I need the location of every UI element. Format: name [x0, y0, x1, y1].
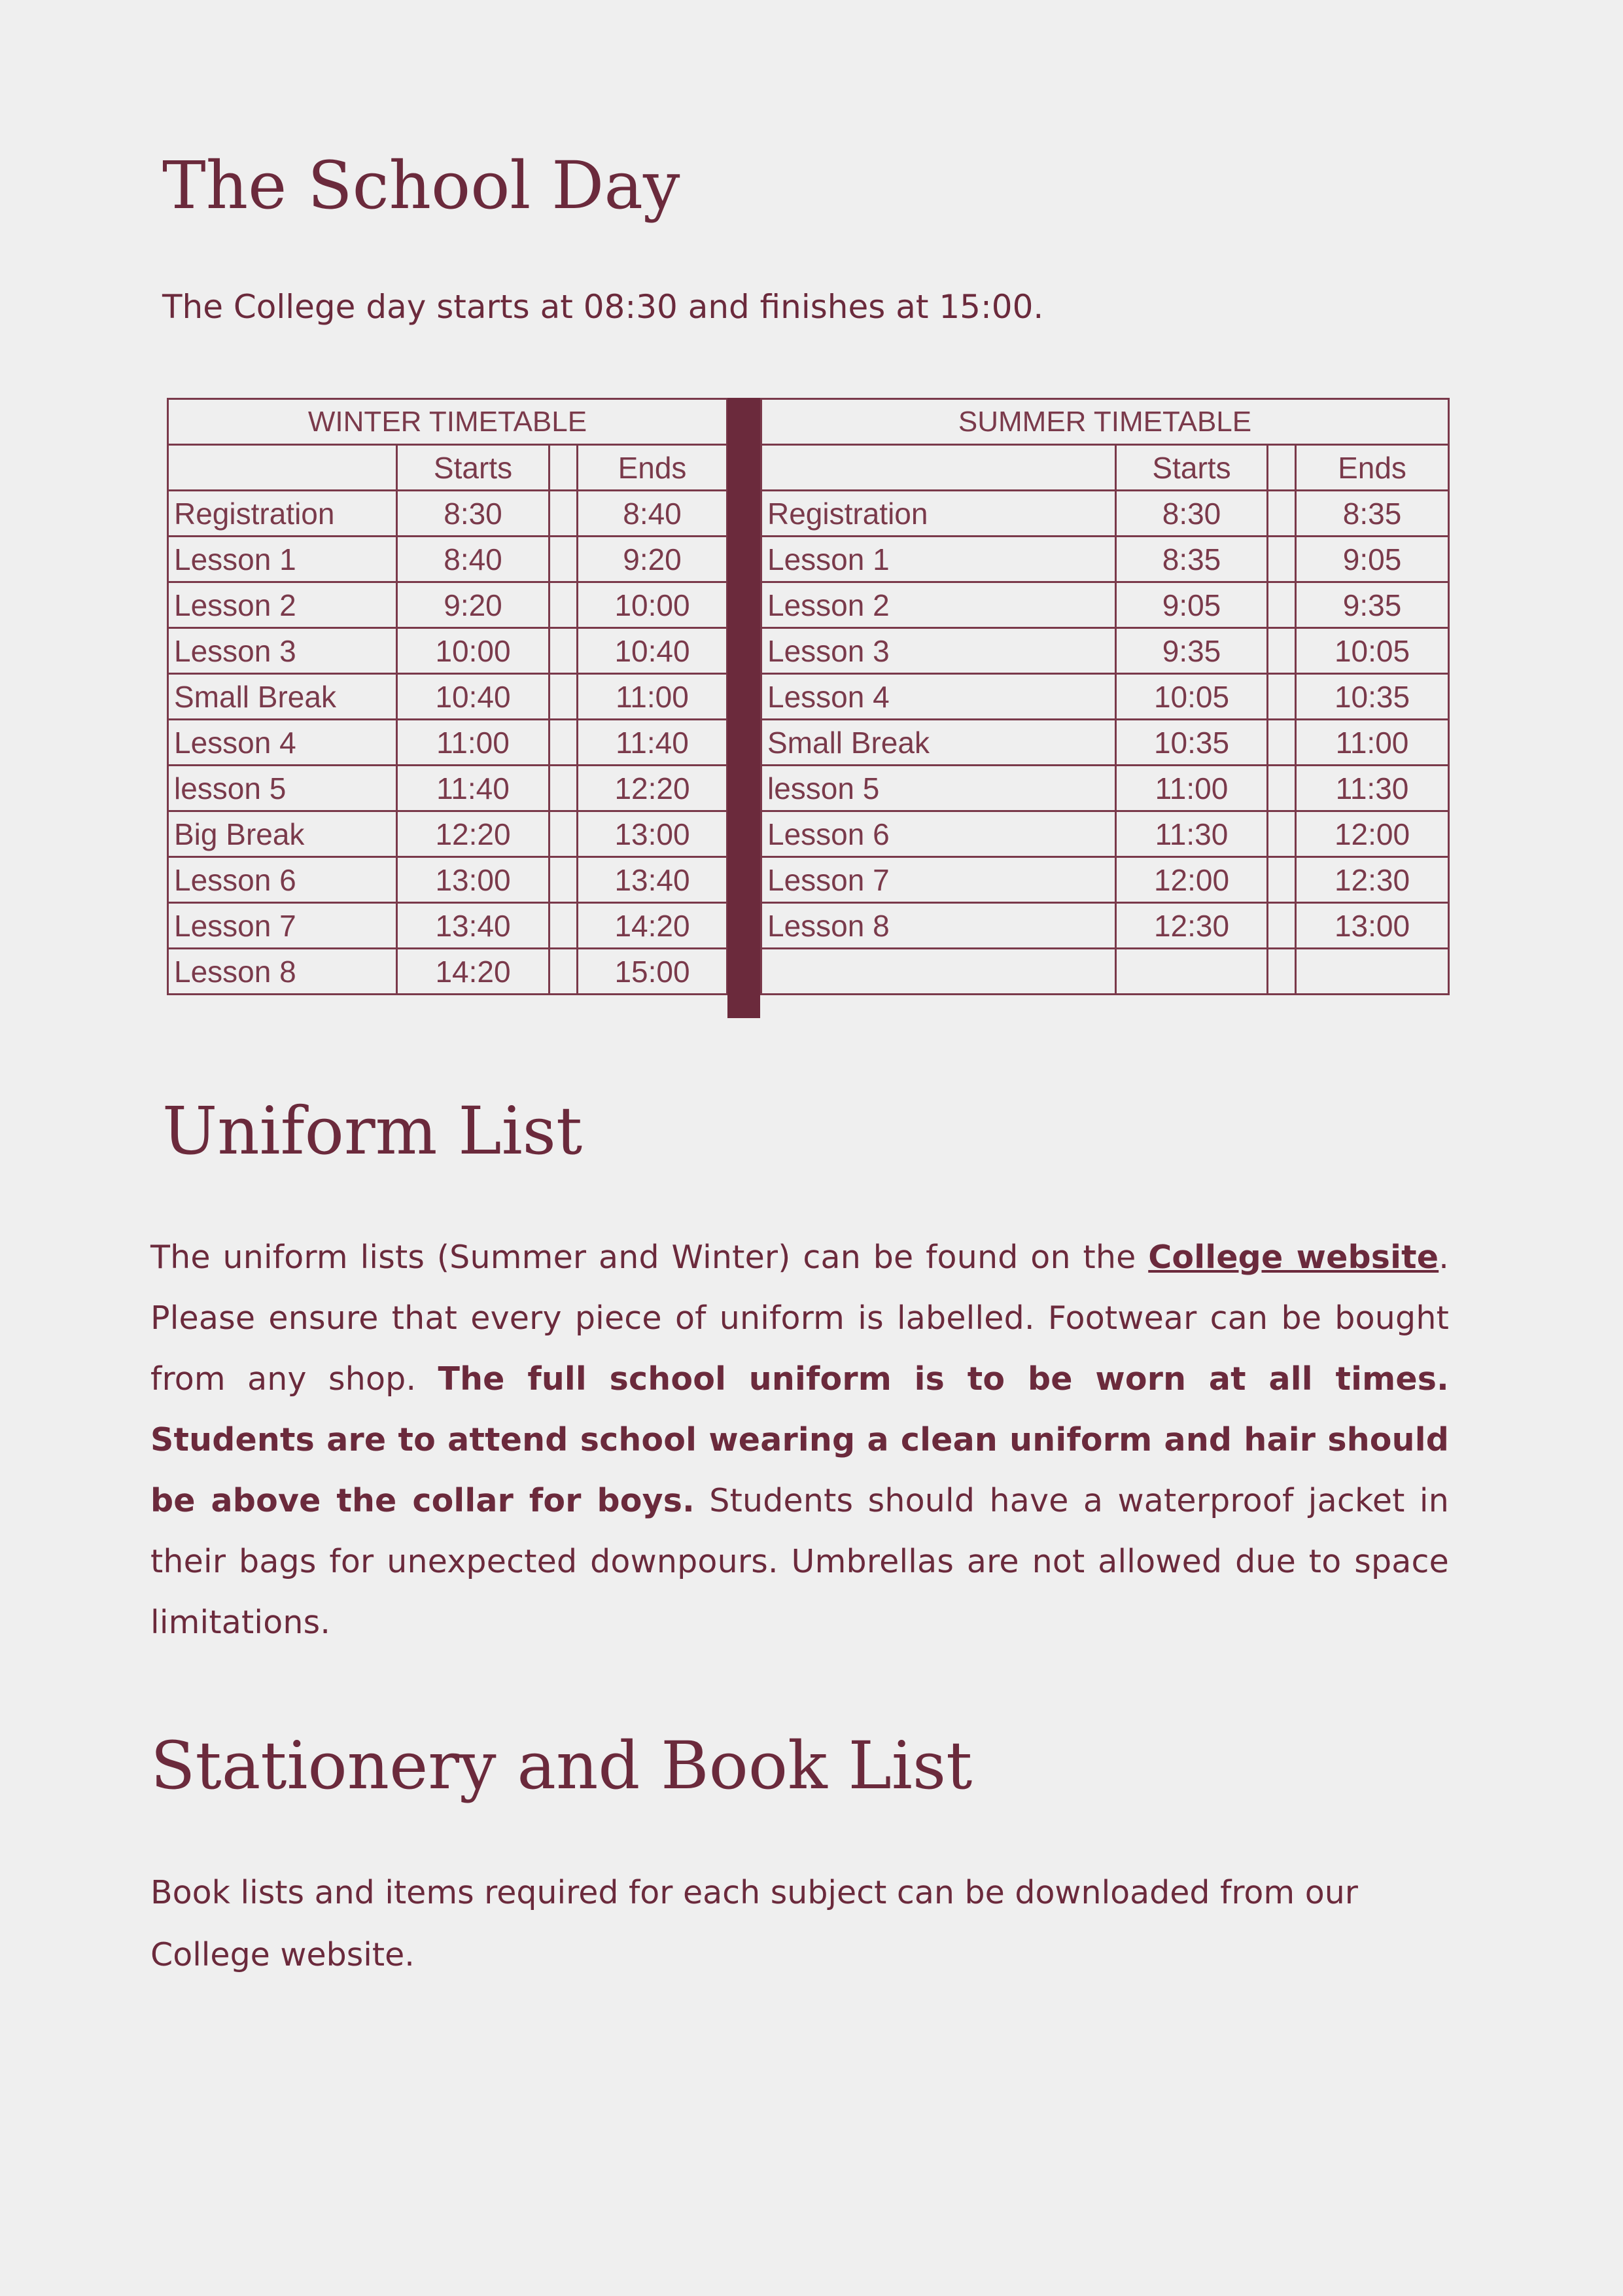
winter-row-label: Lesson 4	[168, 720, 397, 766]
table-row	[168, 720, 727, 766]
winter-row-label: lesson 5	[168, 766, 397, 811]
summer-row-ends	[1296, 949, 1449, 995]
winter-row-starts: 10:00	[397, 628, 550, 674]
summer-row-starts: 9:35	[1116, 628, 1268, 674]
winter-row-ends: 8:40	[578, 491, 727, 537]
summer-row-label: Lesson 1	[761, 537, 1116, 582]
summer-ends-header: Ends	[1296, 445, 1449, 491]
summer-row-label	[761, 949, 1116, 995]
winter-row-label: Lesson 7	[168, 903, 397, 949]
winter-row-starts: 11:00	[397, 720, 550, 766]
winter-row-ends: 11:00	[578, 674, 727, 720]
winter-row-starts: 14:20	[397, 949, 550, 995]
winter-row-starts: 12:20	[397, 811, 550, 857]
winter-row-spacer	[550, 811, 578, 857]
winter-row-ends: 11:40	[578, 720, 727, 766]
table-row	[761, 537, 1449, 582]
winter-timetable-title: WINTER TIMETABLE	[168, 399, 727, 445]
summer-header-blank	[761, 445, 1116, 491]
winter-row-label: Lesson 8	[168, 949, 397, 995]
uniform-text	[150, 1227, 1449, 1653]
summer-row-ends: 12:00	[1296, 811, 1449, 857]
table-row	[168, 674, 727, 720]
summer-spacer-cell	[1268, 445, 1296, 491]
summer-row-label: Small Break	[761, 720, 1116, 766]
summer-row-label: Lesson 2	[761, 582, 1116, 628]
winter-spacer-cell	[550, 445, 578, 491]
uniform-bold-text: The full school uniform is to be worn at all times. Students are to attend school wearing a clean uniform and hair should be above the collar for boys.	[150, 1360, 1449, 1519]
winter-row-label: Big Break	[168, 811, 397, 857]
summer-row-label: Lesson 6	[761, 811, 1116, 857]
winter-ends-header: Ends	[578, 445, 727, 491]
winter-row-label: Lesson 1	[168, 537, 397, 582]
table-row	[761, 628, 1449, 674]
summer-row-starts: 8:30	[1116, 491, 1268, 537]
table-row	[761, 857, 1449, 903]
table-row	[168, 766, 727, 811]
winter-row-ends: 13:40	[578, 857, 727, 903]
winter-starts-header: Starts	[397, 445, 550, 491]
summer-row-label: Registration	[761, 491, 1116, 537]
stationery-text: Book lists and items required for each subject can be downloaded from our College website.	[150, 1874, 1358, 1973]
winter-row-spacer	[550, 903, 578, 949]
summer-row-starts: 12:30	[1116, 903, 1268, 949]
table-row	[168, 949, 727, 995]
summer-row-spacer	[1268, 674, 1296, 720]
summer-row-starts	[1116, 949, 1268, 995]
summer-row-spacer	[1268, 582, 1296, 628]
winter-row-spacer	[550, 537, 578, 582]
summer-row-starts: 12:00	[1116, 857, 1268, 903]
winter-row-ends: 15:00	[578, 949, 727, 995]
table-row	[761, 903, 1449, 949]
table-row	[761, 766, 1449, 811]
table-row	[168, 857, 727, 903]
summer-row-spacer	[1268, 857, 1296, 903]
winter-row-starts: 8:40	[397, 537, 550, 582]
winter-row-starts: 9:20	[397, 582, 550, 628]
winter-row-spacer	[550, 949, 578, 995]
winter-row-label: Lesson 3	[168, 628, 397, 674]
table-row	[168, 903, 727, 949]
summer-timetable	[760, 398, 1448, 995]
winter-row-spacer	[550, 674, 578, 720]
summer-row-ends: 9:35	[1296, 582, 1449, 628]
table-row	[761, 720, 1449, 766]
table-row	[761, 674, 1449, 720]
uniform-text-1: The uniform lists (Summer and Winter) can be found on the	[150, 1239, 1149, 1276]
timetable-divider	[727, 398, 760, 1018]
summer-row-ends: 8:35	[1296, 491, 1449, 537]
winter-row-ends: 10:00	[578, 582, 727, 628]
table-row	[761, 811, 1449, 857]
winter-header-blank	[168, 445, 397, 491]
winter-row-spacer	[550, 857, 578, 903]
summer-row-label: Lesson 7	[761, 857, 1116, 903]
summer-row-label: lesson 5	[761, 766, 1116, 811]
table-row	[168, 582, 727, 628]
summer-row-label: Lesson 8	[761, 903, 1116, 949]
summer-starts-header: Starts	[1116, 445, 1268, 491]
summer-row-ends: 11:30	[1296, 766, 1449, 811]
summer-row-label: Lesson 3	[761, 628, 1116, 674]
winter-row-ends: 9:20	[578, 537, 727, 582]
winter-row-spacer	[550, 582, 578, 628]
summer-row-spacer	[1268, 720, 1296, 766]
table-row	[168, 628, 727, 674]
stationery-heading: Stationery and Book List	[150, 1727, 973, 1804]
table-row	[761, 949, 1449, 995]
table-row	[168, 811, 727, 857]
uniform-heading: Uniform List	[162, 1093, 583, 1169]
school-day-heading: The School Day	[162, 147, 680, 224]
summer-row-spacer	[1268, 949, 1296, 995]
summer-row-ends: 13:00	[1296, 903, 1449, 949]
winter-row-ends: 10:40	[578, 628, 727, 674]
winter-row-starts: 13:00	[397, 857, 550, 903]
winter-row-starts: 8:30	[397, 491, 550, 537]
table-row	[761, 582, 1449, 628]
summer-row-ends: 10:05	[1296, 628, 1449, 674]
summer-row-starts: 8:35	[1116, 537, 1268, 582]
winter-row-label: Small Break	[168, 674, 397, 720]
summer-row-ends: 9:05	[1296, 537, 1449, 582]
summer-row-spacer	[1268, 766, 1296, 811]
summer-row-spacer	[1268, 537, 1296, 582]
table-row	[168, 537, 727, 582]
winter-row-spacer	[550, 720, 578, 766]
winter-row-starts: 13:40	[397, 903, 550, 949]
winter-row-label: Registration	[168, 491, 397, 537]
summer-row-starts: 9:05	[1116, 582, 1268, 628]
table-row	[761, 491, 1449, 537]
summer-row-spacer	[1268, 491, 1296, 537]
winter-row-starts: 10:40	[397, 674, 550, 720]
winter-row-starts: 11:40	[397, 766, 550, 811]
uniform-text-2: . Please ensure that every piece of uniform is labelled. Footwear can be bought from any shop.	[150, 1239, 1449, 1398]
uniform-text-3: Students should have a waterproof jacket in their bags for unexpected downpours. Umbrellas are not allowed due to space limitations.	[150, 1482, 1449, 1641]
summer-row-spacer	[1268, 811, 1296, 857]
summer-row-label: Lesson 4	[761, 674, 1116, 720]
winter-row-label: Lesson 6	[168, 857, 397, 903]
college-website-link[interactable]: College website	[1148, 1239, 1439, 1276]
winter-row-label: Lesson 2	[168, 582, 397, 628]
winter-row-spacer	[550, 628, 578, 674]
winter-row-spacer	[550, 491, 578, 537]
winter-timetable	[167, 398, 726, 995]
school-day-text: The College day starts at 08:30 and finishes at 15:00.	[162, 288, 1044, 326]
winter-row-ends: 13:00	[578, 811, 727, 857]
summer-row-ends: 11:00	[1296, 720, 1449, 766]
winter-row-ends: 12:20	[578, 766, 727, 811]
summer-row-starts: 10:05	[1116, 674, 1268, 720]
table-row	[168, 491, 727, 537]
summer-row-spacer	[1268, 628, 1296, 674]
summer-row-starts: 10:35	[1116, 720, 1268, 766]
summer-timetable-title: SUMMER TIMETABLE	[761, 399, 1449, 445]
summer-row-starts: 11:00	[1116, 766, 1268, 811]
summer-row-spacer	[1268, 903, 1296, 949]
winter-row-ends: 14:20	[578, 903, 727, 949]
winter-row-spacer	[550, 766, 578, 811]
summer-row-ends: 10:35	[1296, 674, 1449, 720]
summer-row-starts: 11:30	[1116, 811, 1268, 857]
summer-row-ends: 12:30	[1296, 857, 1449, 903]
